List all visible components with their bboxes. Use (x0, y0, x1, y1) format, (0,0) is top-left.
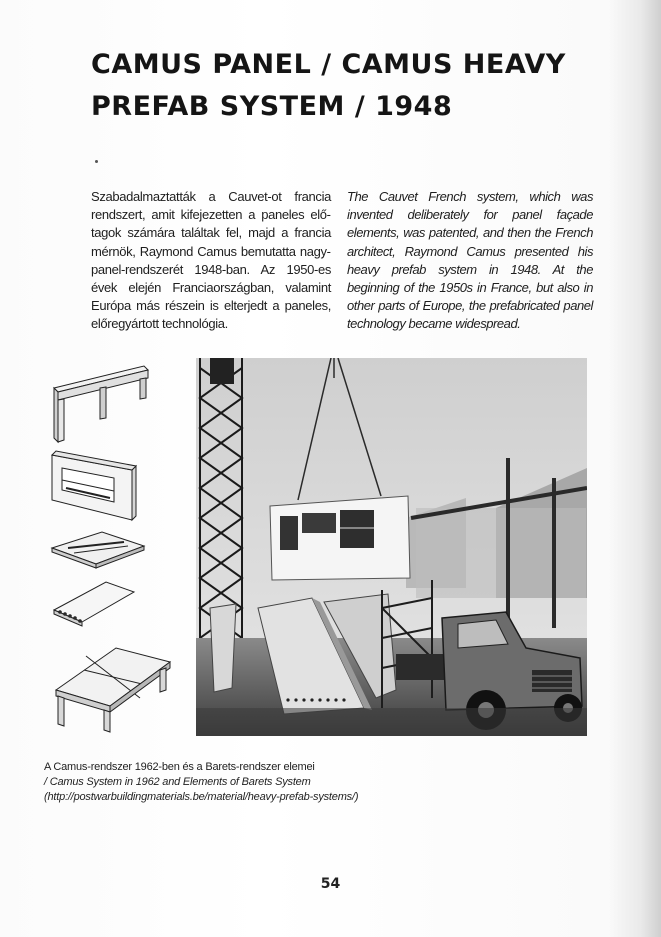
body-text-hungarian: Szabadalmaztatták a Cauvet-ot francia rendszert, amit kifejezetten a paneles előtagok számára találtak fel, majd a francia mérnök, Raymond Camus bemutatta nagypanel-rendszerét 1948-ban. Az 1950-es évek elején Franciaországban, valamint Európa más részein is elterjedt a paneles, előregyártott technológia. (91, 189, 331, 332)
construction-site-photo (196, 358, 587, 736)
floor-assembly-drawing (56, 648, 170, 732)
hoisted-wall-panel (270, 496, 410, 580)
window-panel-drawing (52, 451, 136, 520)
frame-element-drawing (54, 366, 148, 442)
page-number: 54 (320, 876, 341, 892)
body-text-english: The Cauvet French system, which was invented deliberately for panel façade elements, was patented, and then the French architect, Raymond Camus presented his heavy prefab system in 1948. At the beginning of the 1950s in France, but also in other parts of Europe, the prefabricated panel technology became widespread. (347, 189, 593, 332)
figure-caption (44, 760, 604, 805)
caption-hungarian: A Camus-rendszer 1962-ben és a Barets-rendszer elemei (44, 761, 315, 773)
hollow-core-slab-drawing (54, 582, 134, 626)
bullet-mark (95, 160, 98, 163)
caption-english: / Camus System in 1962 and Elements of Barets System (44, 776, 311, 788)
page-title: CAMUS PANEL / CAMUS HEAVY PREFAB SYSTEM / 1948 (91, 49, 566, 122)
barets-elements-drawings (44, 360, 189, 740)
channel-slab-drawing (52, 532, 144, 568)
caption-source-url: (http://postwarbuildingmaterials.be/material/heavy-prefab-systems/) (44, 791, 359, 803)
